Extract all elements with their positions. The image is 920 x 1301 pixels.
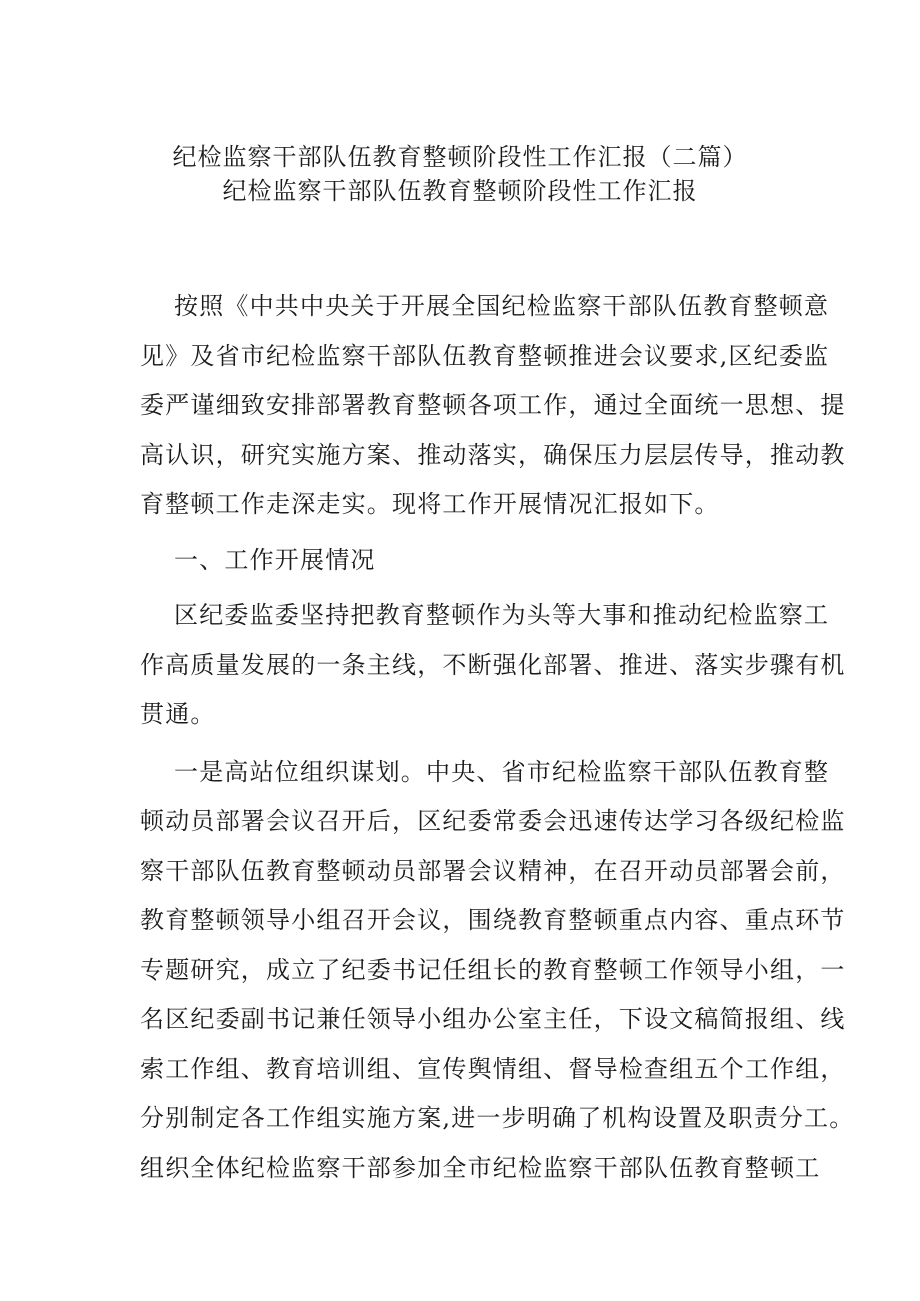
paragraph-overview	[140, 591, 846, 740]
document-title	[0, 140, 920, 208]
text-line: 专题研究，成立了纪委书记任组长的教育整顿工作领导小组，一	[140, 955, 846, 984]
text-line: 贯通。	[140, 700, 216, 728]
text-line: 高认识，研究实施方案、推动落实，确保压力层层传导，推动教	[140, 440, 846, 469]
section-heading: 一、工作开展情况	[174, 545, 376, 574]
text-line: 作高质量发展的一条主线，不断强化部署、推进、落实步骤有机	[140, 650, 846, 679]
text-line: 组织全体纪检监察干部参加全市纪检监察干部队伍教育整顿工	[140, 1153, 821, 1182]
text-line: 教育整顿领导小组召开会议，围绕教育整顿重点内容、重点环节	[140, 906, 846, 934]
title-line-2: 纪检监察干部队伍教育整顿阶段性工作汇报	[222, 177, 698, 205]
title-line-1: 纪检监察干部队伍教育整顿阶段性工作汇报（二篇）	[172, 143, 748, 171]
text-line: 育整顿工作走深走实。现将工作开展情况汇报如下。	[140, 490, 720, 518]
text-line: 索工作组、教育培训组、宣传舆情组、督导检查组五个工作组，	[140, 1054, 846, 1083]
document-body	[140, 282, 855, 1193]
text-line: 名区纪委副书记兼任领导小组办公室主任，下设文稿简报组、线	[140, 1005, 846, 1033]
paragraph-planning	[140, 748, 855, 1194]
text-line: 见》及省市纪检监察干部队伍教育整顿推进会议要求,区纪委监	[140, 341, 830, 370]
text-line: 顿动员部署会议召开后，区纪委常委会迅速传达学习各级纪检监	[140, 807, 846, 835]
text-line: 区纪委监委坚持把教育整顿作为头等大事和推动纪检监察工	[174, 601, 830, 629]
text-line: 察干部队伍教育整顿动员部署会议精神，在召开动员部署会前，	[140, 856, 846, 885]
text-line: 分别制定各工作组实施方案,进一步明确了机构设置及职责分工。	[140, 1104, 855, 1132]
paragraph-intro	[140, 282, 846, 530]
text-line: 按照《中共中央关于开展全国纪检监察干部队伍教育整顿意	[174, 292, 830, 320]
text-line: 委严谨细致安排部署教育整顿各项工作，通过全面统一思想、提	[140, 391, 846, 419]
text-line: 一是高站位组织谋划。中央、省市纪检监察干部队伍教育整	[174, 757, 830, 786]
